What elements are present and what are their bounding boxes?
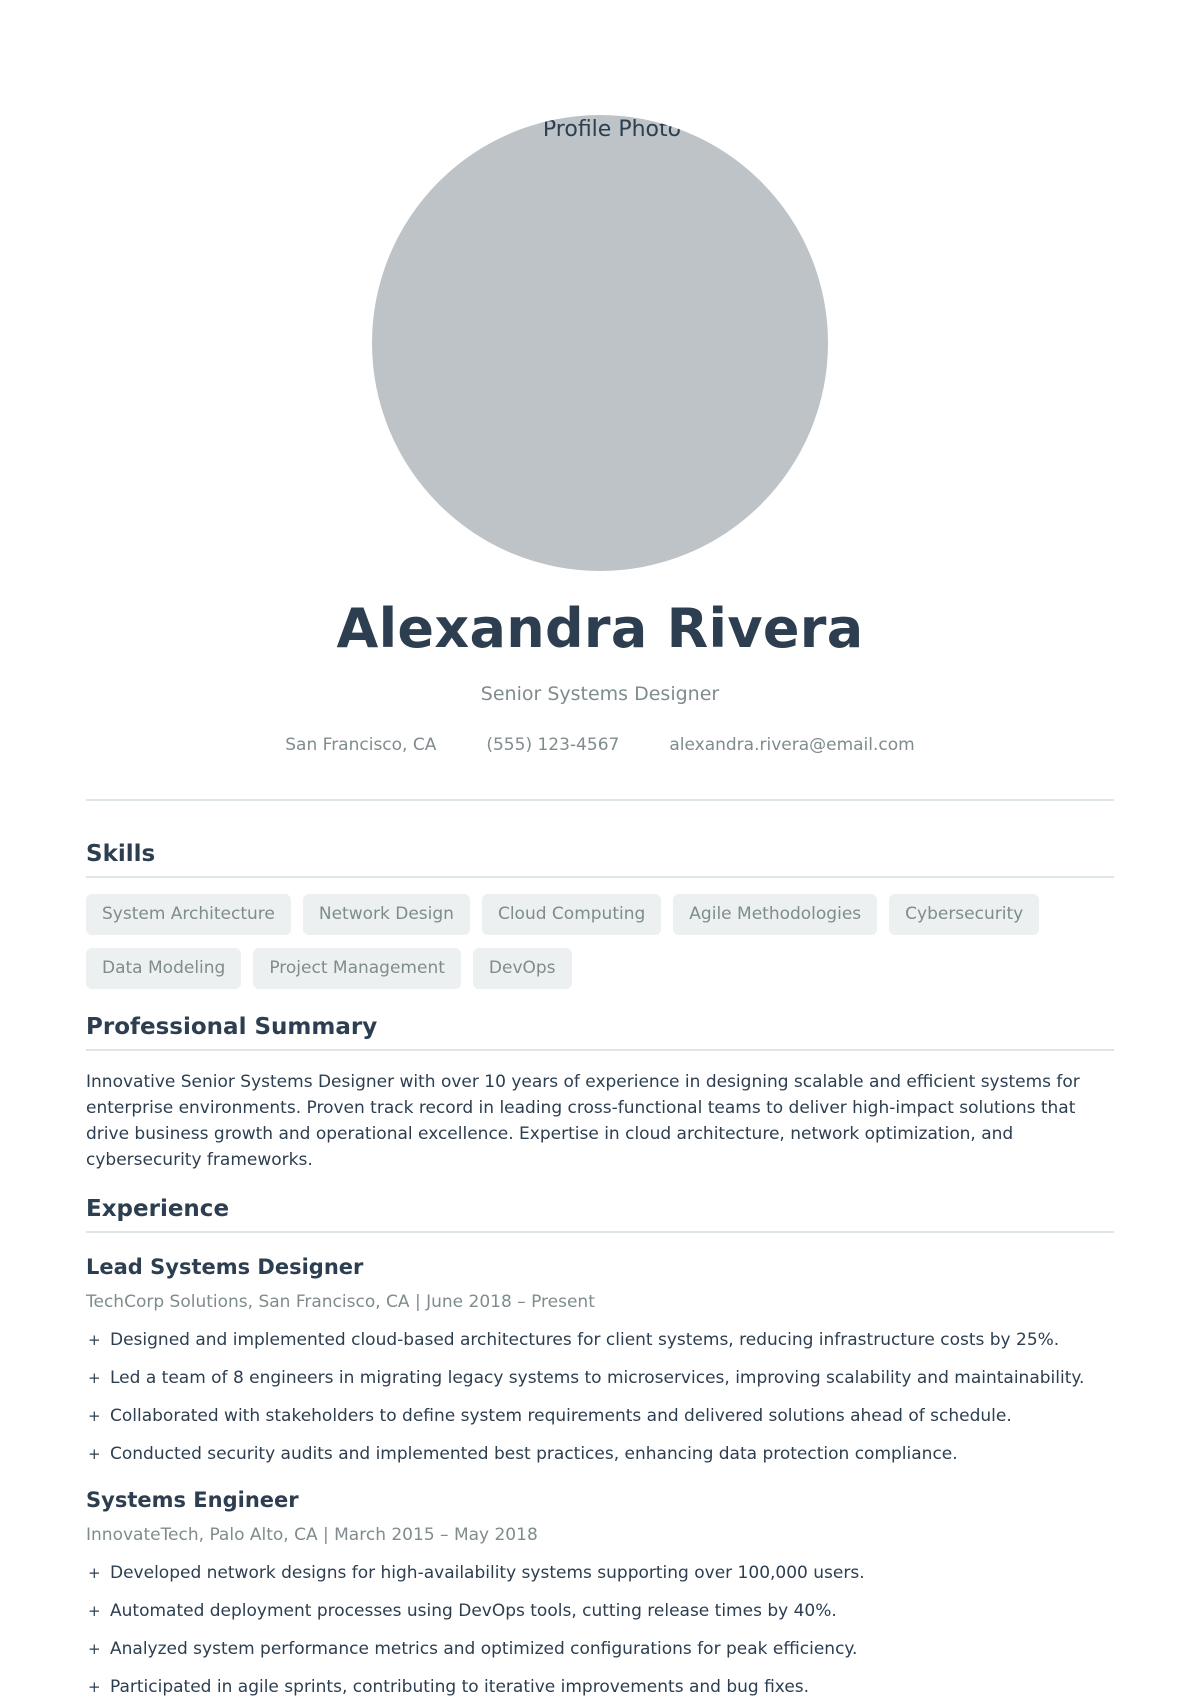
profile-photo [372, 115, 828, 571]
job-bullet [86, 1321, 1114, 1359]
job-bullet-text: Collaborated with stakeholders to define system requirements and delivered solutions ahead of schedule. [110, 1406, 1012, 1426]
skill-tag: Network Design [303, 894, 470, 935]
plus-icon: + [88, 1678, 101, 1696]
job-bullet-text: Conducted security audits and implemented best practices, enhancing data protection compliance. [110, 1444, 958, 1464]
job-bullet-text: Developed network designs for high-availability systems supporting over 100,000 users. [110, 1563, 865, 1583]
job-bullet-list [86, 1554, 1114, 1697]
skill-tag: Data Modeling [86, 948, 241, 989]
job-bullet [86, 1397, 1114, 1435]
plus-icon: + [88, 1640, 101, 1658]
skills-heading: Skills [86, 838, 1114, 878]
skill-tag: Project Management [253, 948, 461, 989]
plus-icon: + [88, 1602, 101, 1620]
summary-heading: Professional Summary [86, 1011, 1114, 1051]
job-title: Lead Systems Designer [86, 1255, 364, 1279]
job-bullet-text: Participated in agile sprints, contributing to iterative improvements and bug fixes. [110, 1677, 810, 1697]
skill-tag: System Architecture [86, 894, 291, 935]
plus-icon: + [88, 1407, 101, 1425]
job-title: Systems Engineer [86, 1488, 299, 1512]
job-bullet-text: Automated deployment processes using DevOps tools, cutting release times by 40%. [110, 1601, 837, 1621]
skill-tag: DevOps [473, 948, 572, 989]
job-entry [86, 1251, 1114, 1473]
plus-icon: + [88, 1331, 101, 1349]
job-bullet [86, 1359, 1114, 1397]
profile-photo-alt-text: Profile Photo [542, 117, 682, 142]
plus-icon: + [88, 1369, 101, 1387]
candidate-title: Senior Systems Designer [480, 683, 720, 705]
skill-tag: Agile Methodologies [673, 894, 877, 935]
job-bullet [86, 1630, 1114, 1668]
job-bullet [86, 1668, 1114, 1697]
job-bullet-text: Designed and implemented cloud-based architectures for client systems, reducing infrastructure costs by 25%. [110, 1330, 1060, 1350]
plus-icon: + [88, 1445, 101, 1463]
candidate-name: Alexandra Rivera [336, 597, 864, 660]
skill-tag: Cloud Computing [482, 894, 661, 935]
job-bullet [86, 1592, 1114, 1630]
skills-tag-list [86, 894, 1114, 989]
job-meta: InnovateTech, Palo Alto, CA | March 2015 – May 2018 [86, 1525, 538, 1545]
summary-text: Innovative Senior Systems Designer with over 10 years of experience in designing scalable and efficient systems for enterprise environments. Proven track record in leading cross-functional teams to deliver high-impact solutions that drive business growth and operational excellence. Expertise in cloud architecture, network optimization, and cybersecurity frameworks. [86, 1072, 1080, 1170]
job-entry [86, 1484, 1114, 1697]
skill-tag: Cybersecurity [889, 894, 1039, 935]
job-bullet-text: Analyzed system performance metrics and optimized configurations for peak efficiency. [110, 1639, 858, 1659]
job-meta: TechCorp Solutions, San Francisco, CA | June 2018 – Present [86, 1292, 595, 1312]
contact-info [0, 732, 1200, 758]
job-bullet-list [86, 1321, 1114, 1473]
contact-email: alexandra.rivera@email.com [669, 735, 915, 755]
experience-heading: Experience [86, 1193, 1114, 1233]
job-bullet-text: Led a team of 8 engineers in migrating legacy systems to microservices, improving scalability and maintainability. [110, 1368, 1085, 1388]
plus-icon: + [88, 1564, 101, 1582]
job-bullet [86, 1554, 1114, 1592]
header-divider [86, 799, 1114, 801]
contact-phone: (555) 123-4567 [486, 735, 620, 755]
contact-location: San Francisco, CA [285, 735, 437, 755]
job-bullet [86, 1435, 1114, 1473]
